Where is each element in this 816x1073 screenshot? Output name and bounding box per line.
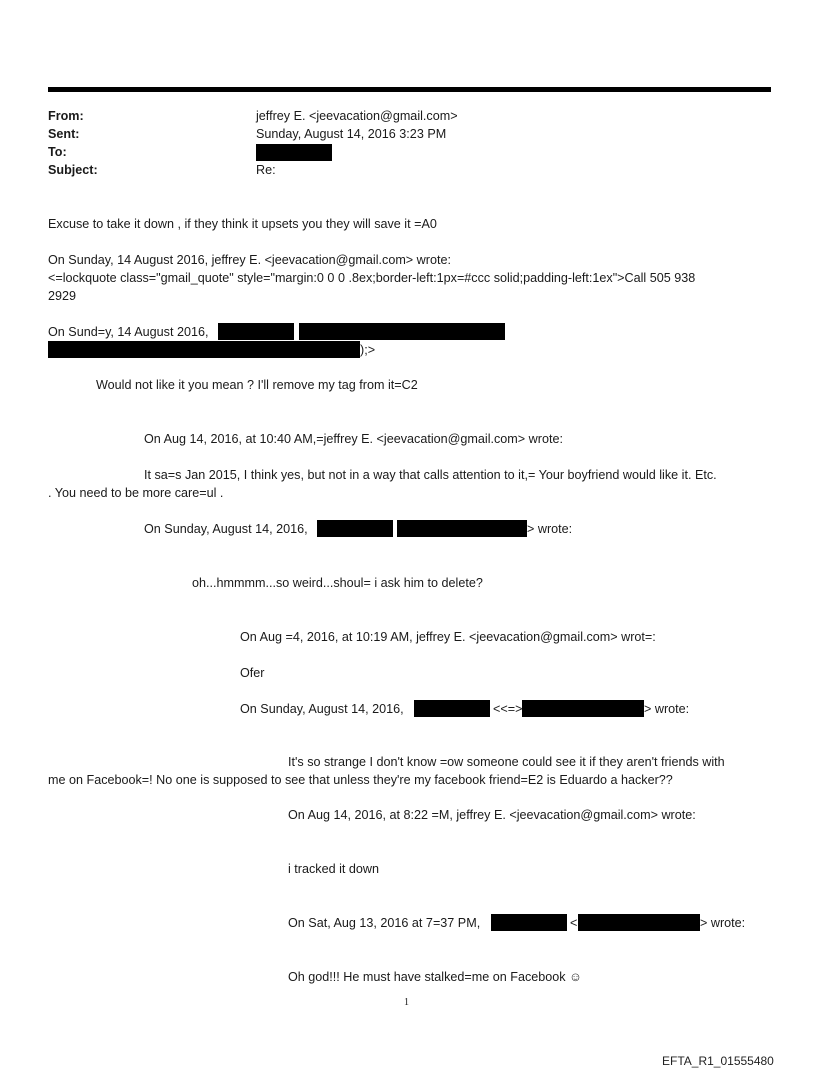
quote-header-6: On Sunday, August 14, 2016,	[240, 702, 404, 716]
page-number: 1	[404, 997, 409, 1008]
message-ofer: Ofer	[240, 666, 265, 680]
header-rule	[48, 87, 771, 92]
redaction-email-4	[578, 914, 700, 931]
redaction-name-1	[218, 323, 294, 340]
quote-header-2: On Sund=y, 14 August 2016,	[48, 325, 209, 339]
body-line-1: Excuse to take it down , if they think it upsets you they will save it =A0	[48, 217, 437, 231]
redaction-name-2	[317, 520, 393, 537]
quote-header-8-tail: > wrote:	[700, 916, 746, 930]
bates-number: EFTA_R1_01555480	[662, 1054, 774, 1068]
redaction-name-3	[414, 700, 490, 717]
quote-header-2-tail: );>	[360, 343, 376, 357]
quote-header-6-mid: <<=>	[493, 702, 523, 716]
subject-label: Subject:	[48, 163, 98, 177]
message-so-strange: It's so strange I don't know =ow someone could see it if they aren't friends with	[288, 755, 725, 769]
reply-would-not-like: Would not like it you mean ? I'll remove my tag from it=C2	[96, 378, 418, 392]
sent-value: Sunday, August 14, 2016 3:23 PM	[256, 127, 447, 141]
quote-header-6-tail: > wrote:	[644, 702, 690, 716]
quote-header-8-mid: <	[570, 916, 578, 930]
redaction-name-4	[491, 914, 567, 931]
quote-header-8: On Sat, Aug 13, 2016 at 7=37 PM,	[288, 916, 481, 930]
from-value: jeffrey E. <jeevacation@gmail.com>	[256, 109, 458, 123]
quote-header-7: On Aug 14, 2016, at 8:22 =M, jeffrey E. <jeevacation@gmail.com> wrote:	[288, 808, 696, 822]
message-tracked: i tracked it down	[288, 862, 379, 876]
phone-continuation: 2929	[48, 289, 77, 303]
message-oh-god: Oh god!!! He must have stalked=me on Facebook ☺	[288, 970, 582, 984]
message-so-weird: oh...hmmmm...so weird...shoul= i ask him to delete?	[192, 576, 483, 590]
blockquote-markup: <=lockquote class="gmail_quote" style="margin:0 0 0 .8ex;border-left:1px=#ccc solid;padding-left:1ex">Call 505 938	[48, 271, 696, 285]
quote-header-4: On Sunday, August 14, 2016,	[144, 522, 308, 536]
from-label: From:	[48, 109, 84, 123]
redaction-email-1	[299, 323, 505, 340]
redaction-line	[48, 341, 360, 358]
redaction-to	[256, 144, 332, 161]
redaction-email-2	[397, 520, 527, 537]
message-so-strange-cont: me on Facebook=! No one is supposed to see that unless they're my facebook friend=E2 is Eduardo a hacker??	[48, 773, 673, 787]
subject-value: Re:	[256, 163, 276, 177]
quote-header-4-tail: > wrote:	[527, 522, 573, 536]
message-jan-2015-cont: . You need to be more care=ul .	[48, 486, 224, 500]
redaction-email-3	[522, 700, 644, 717]
quote-header-3: On Aug 14, 2016, at 10:40 AM,=jeffrey E. <jeevacation@gmail.com> wrote:	[144, 432, 563, 446]
message-jan-2015: It sa=s Jan 2015, I think yes, but not in a way that calls attention to it,= Your boyfriend would like it. Etc.	[144, 468, 717, 482]
sent-label: Sent:	[48, 127, 80, 141]
to-label: To:	[48, 145, 67, 159]
quote-header-1: On Sunday, 14 August 2016, jeffrey E. <jeevacation@gmail.com> wrote:	[48, 253, 451, 267]
quote-header-5: On Aug =4, 2016, at 10:19 AM, jeffrey E. <jeevacation@gmail.com> wrot=:	[240, 630, 656, 644]
